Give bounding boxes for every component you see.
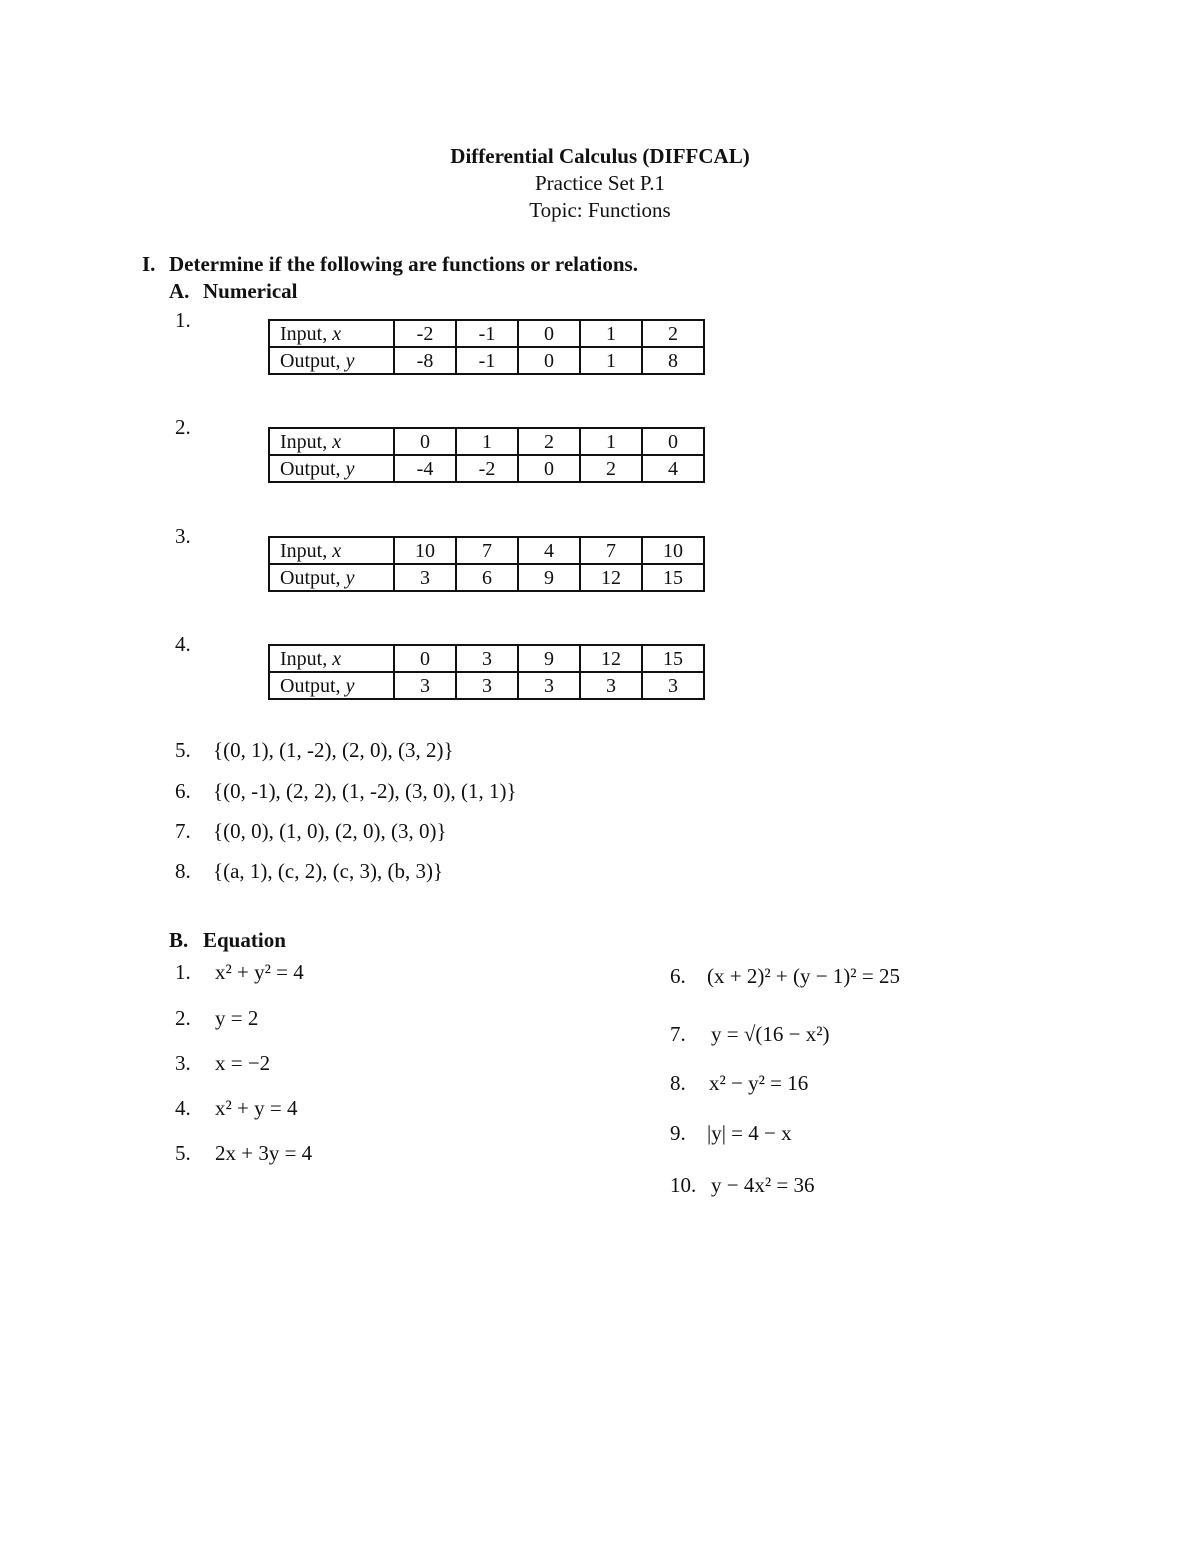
ordered-pair-set: {(0, 1), (1, -2), (2, 0), (3, 2)} bbox=[213, 738, 454, 762]
table-cell: 1 bbox=[580, 347, 642, 374]
table-row-input bbox=[269, 320, 704, 347]
output-label: Output, y bbox=[269, 347, 394, 374]
equation: (x + 2)² + (y − 1)² = 25 bbox=[707, 964, 900, 988]
table-cell: 0 bbox=[642, 428, 704, 455]
page-subtitle: Practice Set P.1 bbox=[534, 171, 666, 195]
table-cell: 12 bbox=[580, 645, 642, 672]
table-cell: 3 bbox=[456, 672, 518, 699]
table-row-output bbox=[269, 564, 704, 591]
numerical-table-4 bbox=[268, 644, 705, 700]
equation: x² + y² = 4 bbox=[215, 960, 304, 984]
table-cell: 2 bbox=[580, 455, 642, 482]
table-cell: 4 bbox=[518, 537, 580, 564]
table-cell: 1 bbox=[580, 428, 642, 455]
input-label: Input, x bbox=[269, 645, 394, 672]
ordered-pair-set: {(0, -1), (2, 2), (1, -2), (3, 0), (1, 1)} bbox=[213, 779, 517, 803]
table-cell: 3 bbox=[518, 672, 580, 699]
section-heading: Determine if the following are functions or relations. bbox=[169, 252, 638, 276]
table-cell: -2 bbox=[394, 320, 456, 347]
item-number: 4. bbox=[175, 632, 191, 656]
table-cell: -1 bbox=[456, 320, 518, 347]
equation: x² + y = 4 bbox=[215, 1096, 298, 1120]
table-cell: -2 bbox=[456, 455, 518, 482]
table-cell: 1 bbox=[580, 320, 642, 347]
table-cell: 9 bbox=[518, 645, 580, 672]
output-label: Output, y bbox=[269, 455, 394, 482]
table-cell: 3 bbox=[642, 672, 704, 699]
output-label: Output, y bbox=[269, 672, 394, 699]
table-cell: 7 bbox=[580, 537, 642, 564]
item-number: 3. bbox=[175, 524, 191, 548]
table-cell: 1 bbox=[456, 428, 518, 455]
equation: y = √(16 − x²) bbox=[711, 1022, 830, 1046]
table-row-input bbox=[269, 645, 704, 672]
table-cell: 0 bbox=[394, 645, 456, 672]
table-cell: -1 bbox=[456, 347, 518, 374]
table-cell: 12 bbox=[580, 564, 642, 591]
item-number: 5. bbox=[175, 738, 191, 762]
table-cell: 0 bbox=[394, 428, 456, 455]
item-number: 2. bbox=[175, 415, 191, 439]
table-cell: 3 bbox=[456, 645, 518, 672]
table-row-output bbox=[269, 672, 704, 699]
table-cell: 7 bbox=[456, 537, 518, 564]
item-number: 3. bbox=[175, 1051, 191, 1075]
input-label: Input, x bbox=[269, 428, 394, 455]
equation: 2x + 3y = 4 bbox=[215, 1141, 313, 1165]
page-topic: Topic: Functions bbox=[529, 198, 671, 222]
table-cell: 0 bbox=[518, 455, 580, 482]
table-cell: 2 bbox=[642, 320, 704, 347]
part-b-heading: Equation bbox=[203, 928, 286, 952]
equation: y = 2 bbox=[215, 1006, 259, 1030]
table-cell: -8 bbox=[394, 347, 456, 374]
ordered-pair-set: {(0, 0), (1, 0), (2, 0), (3, 0)} bbox=[213, 819, 447, 843]
numerical-table-3 bbox=[268, 536, 705, 592]
equation: x = −2 bbox=[215, 1051, 271, 1075]
table-row-input bbox=[269, 537, 704, 564]
table-cell: 10 bbox=[394, 537, 456, 564]
numerical-table-2 bbox=[268, 427, 705, 483]
item-number: 5. bbox=[175, 1141, 191, 1165]
table-cell: 0 bbox=[518, 320, 580, 347]
item-number: 2. bbox=[175, 1006, 191, 1030]
table-cell: 15 bbox=[642, 564, 704, 591]
item-number: 1. bbox=[175, 960, 191, 984]
table-cell: 3 bbox=[394, 672, 456, 699]
equation: |y| = 4 − x bbox=[707, 1121, 792, 1145]
table-cell: 6 bbox=[456, 564, 518, 591]
table-cell: -4 bbox=[394, 455, 456, 482]
item-number: 8. bbox=[670, 1071, 686, 1095]
equation: y − 4x² = 36 bbox=[711, 1173, 815, 1197]
equation: x² − y² = 16 bbox=[709, 1071, 809, 1095]
item-number: 7. bbox=[175, 819, 191, 843]
part-a-heading: Numerical bbox=[203, 279, 298, 303]
ordered-pair-set: {(a, 1), (c, 2), (c, 3), (b, 3)} bbox=[213, 859, 444, 883]
item-number: 8. bbox=[175, 859, 191, 883]
item-number: 6. bbox=[670, 964, 686, 988]
item-number: 6. bbox=[175, 779, 191, 803]
input-label: Input, x bbox=[269, 537, 394, 564]
table-row-input bbox=[269, 428, 704, 455]
numerical-table-1 bbox=[268, 319, 705, 375]
item-number: 9. bbox=[670, 1121, 686, 1145]
table-cell: 2 bbox=[518, 428, 580, 455]
table-cell: 0 bbox=[518, 347, 580, 374]
table-cell: 10 bbox=[642, 537, 704, 564]
item-number: 7. bbox=[670, 1022, 686, 1046]
table-cell: 4 bbox=[642, 455, 704, 482]
table-cell: 15 bbox=[642, 645, 704, 672]
output-label: Output, y bbox=[269, 564, 394, 591]
table-cell: 3 bbox=[580, 672, 642, 699]
item-number: 10. bbox=[670, 1173, 697, 1197]
input-label: Input, x bbox=[269, 320, 394, 347]
item-number: 1. bbox=[175, 308, 191, 332]
part-a-label: A. bbox=[169, 279, 190, 303]
page-title: Differential Calculus (DIFFCAL) bbox=[450, 144, 750, 168]
item-number: 4. bbox=[175, 1096, 191, 1120]
part-b-label: B. bbox=[169, 928, 189, 952]
table-row-output bbox=[269, 455, 704, 482]
table-row-output bbox=[269, 347, 704, 374]
section-number: I. bbox=[142, 252, 156, 276]
table-cell: 8 bbox=[642, 347, 704, 374]
table-cell: 3 bbox=[394, 564, 456, 591]
table-cell: 9 bbox=[518, 564, 580, 591]
